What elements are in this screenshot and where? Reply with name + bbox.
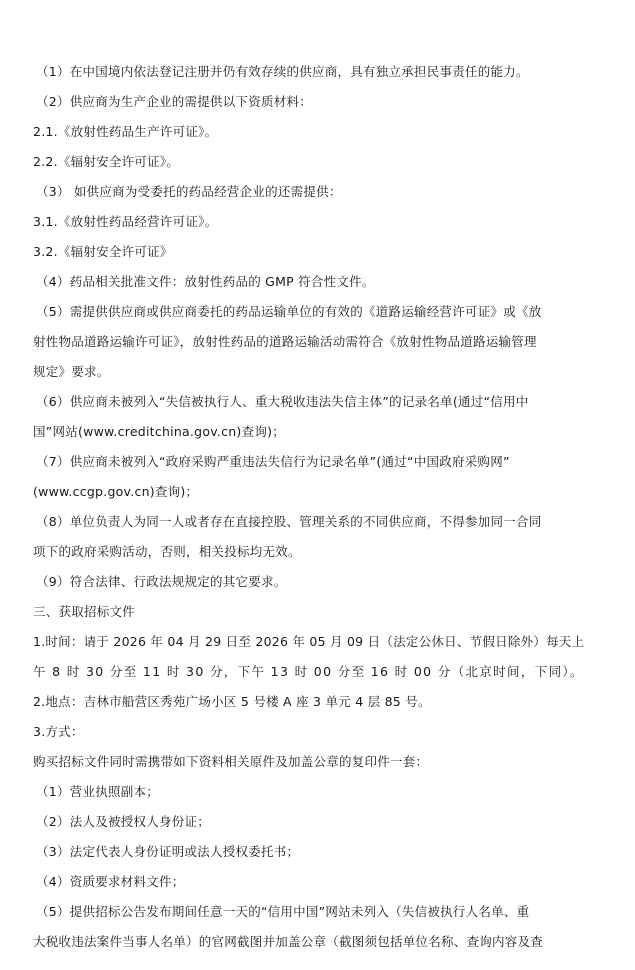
qualification-item-1: （1）在中国境内依法登记注册并仍有效存续的供应商，具有独立承担民事责任的能力。	[36, 64, 529, 79]
qualification-item-8-cont: 项下的政府采购活动，否则，相关投标均无效。	[33, 544, 301, 559]
qualification-item-7-cont: (www.ccgp.gov.cn)查询)；	[33, 484, 199, 499]
obtain-method-intro: 购买招标文件同时需携带如下资料相关原件及加盖公章的复印件一套：	[33, 754, 429, 769]
material-item-4: （4）资质要求材料文件；	[36, 874, 185, 889]
qualification-item-6: （6）供应商未被列入“失信被执行人、重大税收违法失信主体”的记录名单(通过“信用中	[36, 394, 529, 409]
material-item-2: （2）法人及被授权人身份证；	[36, 814, 210, 829]
material-item-1: （1）营业执照副本；	[36, 784, 159, 799]
material-item-5: （5）提供招标公告发布期间任意一天的“信用中国”网站未列入（失信被执行人名单、重	[36, 904, 530, 919]
obtain-method: 3.方式：	[33, 724, 84, 739]
qualification-item-2-1: 2.1.《放射性药品生产许可证》。	[33, 124, 218, 139]
qualification-item-5-cont: 规定》要求。	[33, 364, 110, 379]
obtain-time-cont: 午 8 时 30 分至 11 时 30 分，下午 13 时 00 分至 16 时 00 分（北京时间，下同）。	[33, 664, 584, 679]
qualification-item-5-cont: 射性物品道路运输许可证》，放射性药品的道路运输活动需符合《放射性物品道路运输管理	[33, 334, 537, 349]
qualification-item-2-2: 2.2.《辐射安全许可证》。	[33, 154, 180, 169]
qualification-item-7: （7）供应商未被列入“政府采购严重违法失信行为记录名单”(通过“中国政府采购网”	[36, 454, 510, 469]
qualification-item-9: （9）符合法律、行政法规规定的其它要求。	[36, 574, 287, 589]
qualification-item-6-cont: 国”网站(www.creditchina.gov.cn)查询)；	[33, 424, 285, 439]
qualification-item-8: （8）单位负责人为同一人或者存在直接控股、管理关系的不同供应商，不得参加同一合同	[36, 514, 542, 529]
qualification-item-4: （4）药品相关批准文件：放射性药品的 GMP 符合性文件。	[36, 274, 375, 289]
qualification-item-3-2: 3.2.《辐射安全许可证》	[33, 244, 173, 259]
section-heading: 三、获取招标文件	[33, 604, 136, 619]
qualification-item-2: （2）供应商为生产企业的需提供以下资质材料：	[36, 94, 312, 109]
obtain-time: 1.时间：请于 2026 年 04 月 29 日至 2026 年 05 月 09 日（法定公休日、节假日除外）每天上	[33, 634, 585, 649]
qualification-item-5: （5）需提供供应商或供应商委托的药品运输单位的有效的《道路运输经营许可证》或《放	[36, 304, 542, 319]
obtain-location: 2.地点：吉林市船营区秀苑广场小区 5 号楼 A 座 3 单元 4 层 85 号。	[33, 694, 431, 709]
qualification-item-3-1: 3.1.《放射性药品经营许可证》。	[33, 214, 218, 229]
material-item-3: （3）法定代表人身份证明或法人授权委托书；	[36, 844, 300, 859]
material-item-5-cont: 大税收违法案件当事人名单）的官网截图并加盖公章（截图须包括单位名称、查询内容及查	[33, 934, 544, 949]
qualification-item-3: （3） 如供应商为受委托的药品经营企业的还需提供：	[36, 184, 342, 199]
